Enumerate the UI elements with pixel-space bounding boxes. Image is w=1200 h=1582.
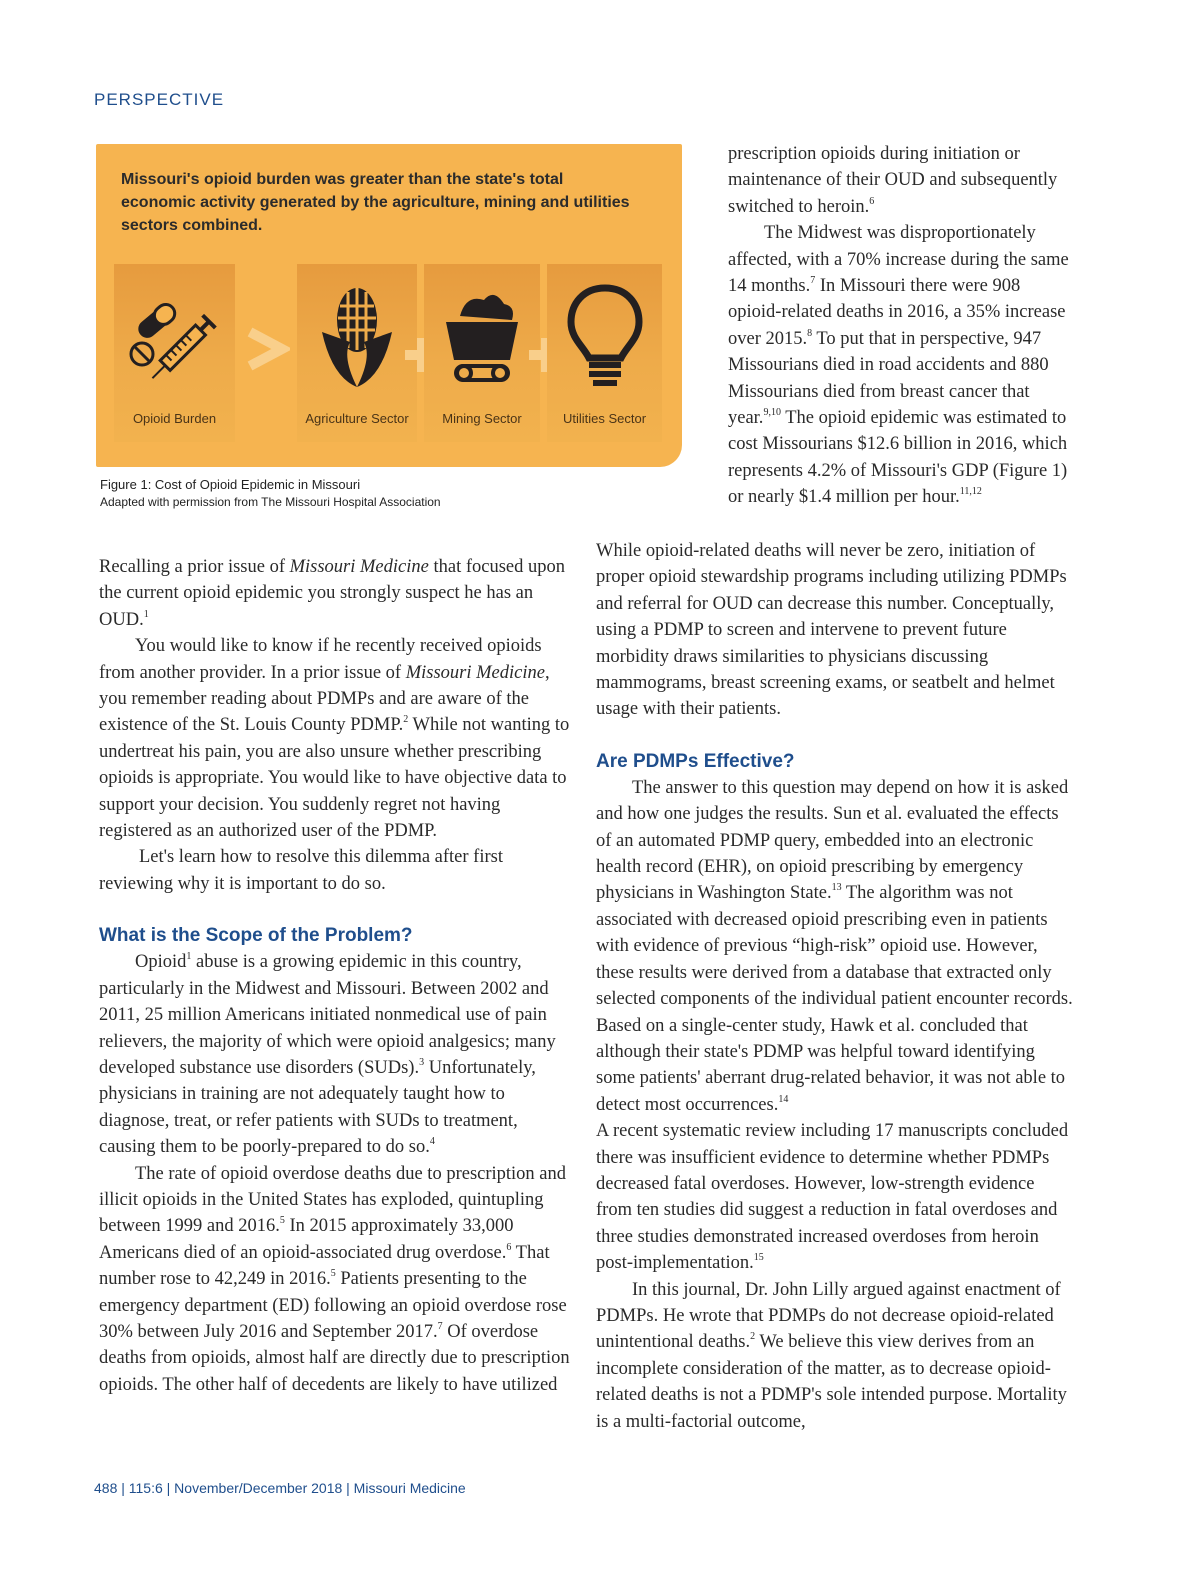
panel-utilities — [547, 264, 662, 442]
paragraph: Let's learn how to resolve this dilemma after first reviewing why it is important to do so. — [99, 847, 503, 894]
paragraph: The rate of opioid overdose deaths due to prescription and illicit opioids in the United States has exploded, quintupling between 1999 and 2016.$^5$ In 2015 approximately 33,000 Americans died of an opioid-associated drug overdose.$^6$ That number rose to 42,249 in 2016.$^5$ Patients presenting to the emergency department (ED) following an opioid overdose rose 30% between July 2016 and September 2017.$^7$ Of overdose deaths from opioids, almost half are directly due to prescription opioids. The other half of decedents are likely to have utilized — [99, 1163, 570, 1395]
paragraph: The answer to this question may depend on how it is asked and how one judges the results. Sun et al. evaluated the effects of an automated PDMP query, embedded into an electronic health record (EHR), on opioid prescribing by emergency physicians in Washington State.$^{13}$ The algorithm was not associated with decreased opioid prescribing even in patients with evidence of previous “high-risk” opioid use. However, these results were derived from a database that extracted only selected components of the individual patient encounter records. Based on a single-center study, Hawk et al. concluded that although their state's PDMP was helpful toward identifying some patients' aberrant drug-related behavior, it was not able to detect most occurrences.$^{14}$ — [596, 777, 1073, 1115]
paragraph: You would like to know if he recently received opioids from another provider. In a prior issue of Missouri Medicine, you remember reading about PDMPs and are aware of the existence of the St. Louis County PDMP.$^2$ While not wanting to undertreat his pain, you are also unsure whether prescribing opioids is appropriate. You would like to have objective data to support your decision. You suddenly regret not having registered as an authorized user of the PDMP. — [99, 636, 570, 842]
light-bulb-icon — [565, 282, 645, 392]
caption-source: Adapted with permission from The Missouri Hospital Association — [100, 495, 441, 509]
figure-headline: Missouri's opioid burden was greater than the state's total economic activity generated by the agriculture, mining and utilities sectors combined. — [121, 171, 630, 234]
section-heading: Are PDMPs Effective? — [596, 750, 795, 772]
greater-than-sign — [244, 326, 290, 377]
right-column-lower — [596, 538, 1074, 1435]
panel-mining — [424, 264, 540, 442]
paragraph: A recent systematic review including 17 manuscripts concluded there was insufficient evidence to determine whether PDMPs decreased fatal overdoses. However, low-strength evidence from ten studies did suggest a reduction in fatal overdoses and three studies demonstrated increased overdoses from heroin post-implementation.$^{15}$ — [596, 1121, 1069, 1274]
mine-cart-icon — [432, 282, 532, 392]
syringe-pill-icon — [120, 282, 230, 392]
journal-name: Missouri Medicine — [289, 557, 429, 577]
figure-infographic — [96, 144, 682, 467]
paragraph: prescription opioids during initiation or maintenance of their OUD and subsequently switched to heroin.$^6$ — [728, 144, 1058, 217]
section-label: PERSPECTIVE — [94, 90, 225, 109]
panel-label: Opioid Burden — [132, 411, 217, 426]
panel-label: Utilities Sector — [562, 411, 647, 426]
paragraph: Recalling a prior issue of Missouri Medicine that focused upon the current opioid epidemic you strongly suspect he has an OUD.$^1$ — [99, 557, 566, 630]
caption-title: Figure 1: Cost of Opioid Epidemic in Missouri — [100, 477, 361, 492]
panel-label: Mining Sector — [442, 411, 522, 426]
section-heading: What is the Scope of the Problem? — [99, 925, 413, 947]
paragraph: The Midwest was disproportionately affected, with a 70% increase during the same 14 months.$^7$ In Missouri there were 908 opioid-related deaths in 2016, a 35% increase over 2015.$^8$ To put that in perspective, 947 Missourians died in road accidents and 880 Missourians died from breast cancer that year.$^{9,10}$ The opioid epidemic was estimated to cost Missourians $12.6 billion in 2016, which represents 4.2% of Missouri's GDP (Figure 1) or nearly $1.4 million per hour.$^{11,12}$ — [728, 223, 1069, 508]
paragraph: Opioid$^1$ abuse is a growing epidemic in this country, particularly in the Midwest and Missouri. Between 2002 and 2011, 25 million Americans initiated nonmedical use of pain relievers, the majority of which were opioid analgesics; many developed substance use disorders (SUDs).$^3$ Unfortunately, physicians in training are not adequately taught how to diagnose, treat, or refer patients with SUDs to treatment, causing them to be poorly-prepared to do so.$^4$ — [99, 951, 556, 1158]
panel-label: Agriculture Sector — [305, 411, 409, 426]
left-column — [99, 554, 577, 1398]
paragraph: In this journal, Dr. John Lilly argued against enactment of PDMPs. He wrote that PDMPs do not decrease opioid-related unintentional deaths.$^2$ We believe this view derives from an incomplete consideration of the matter, as to decrease opioid-related deaths is not a PDMP's sole intended purpose. Mortality is a multi-factorial outcome, — [596, 1279, 1067, 1432]
corn-icon — [312, 282, 402, 392]
panel-opioid-burden — [114, 264, 235, 442]
panel-agriculture — [297, 264, 417, 442]
paragraph: While opioid-related deaths will never be zero, initiation of proper opioid stewardship programs including utilizing PDMPs and referral for OUD can decrease this number. Conceptually, using a PDMP to screen and intervene to prevent future morbidity draws similarities to physicians discussing mammograms, breast screening exams, or seatbelt and helmet usage with their patients. — [596, 541, 1067, 720]
right-column-upper — [728, 141, 1074, 511]
journal-name: Missouri Medicine — [405, 662, 545, 683]
page-footer: 488 | 115:6 | November/December 2018 | Missouri Medicine — [94, 1480, 466, 1496]
figure-caption — [100, 476, 441, 511]
